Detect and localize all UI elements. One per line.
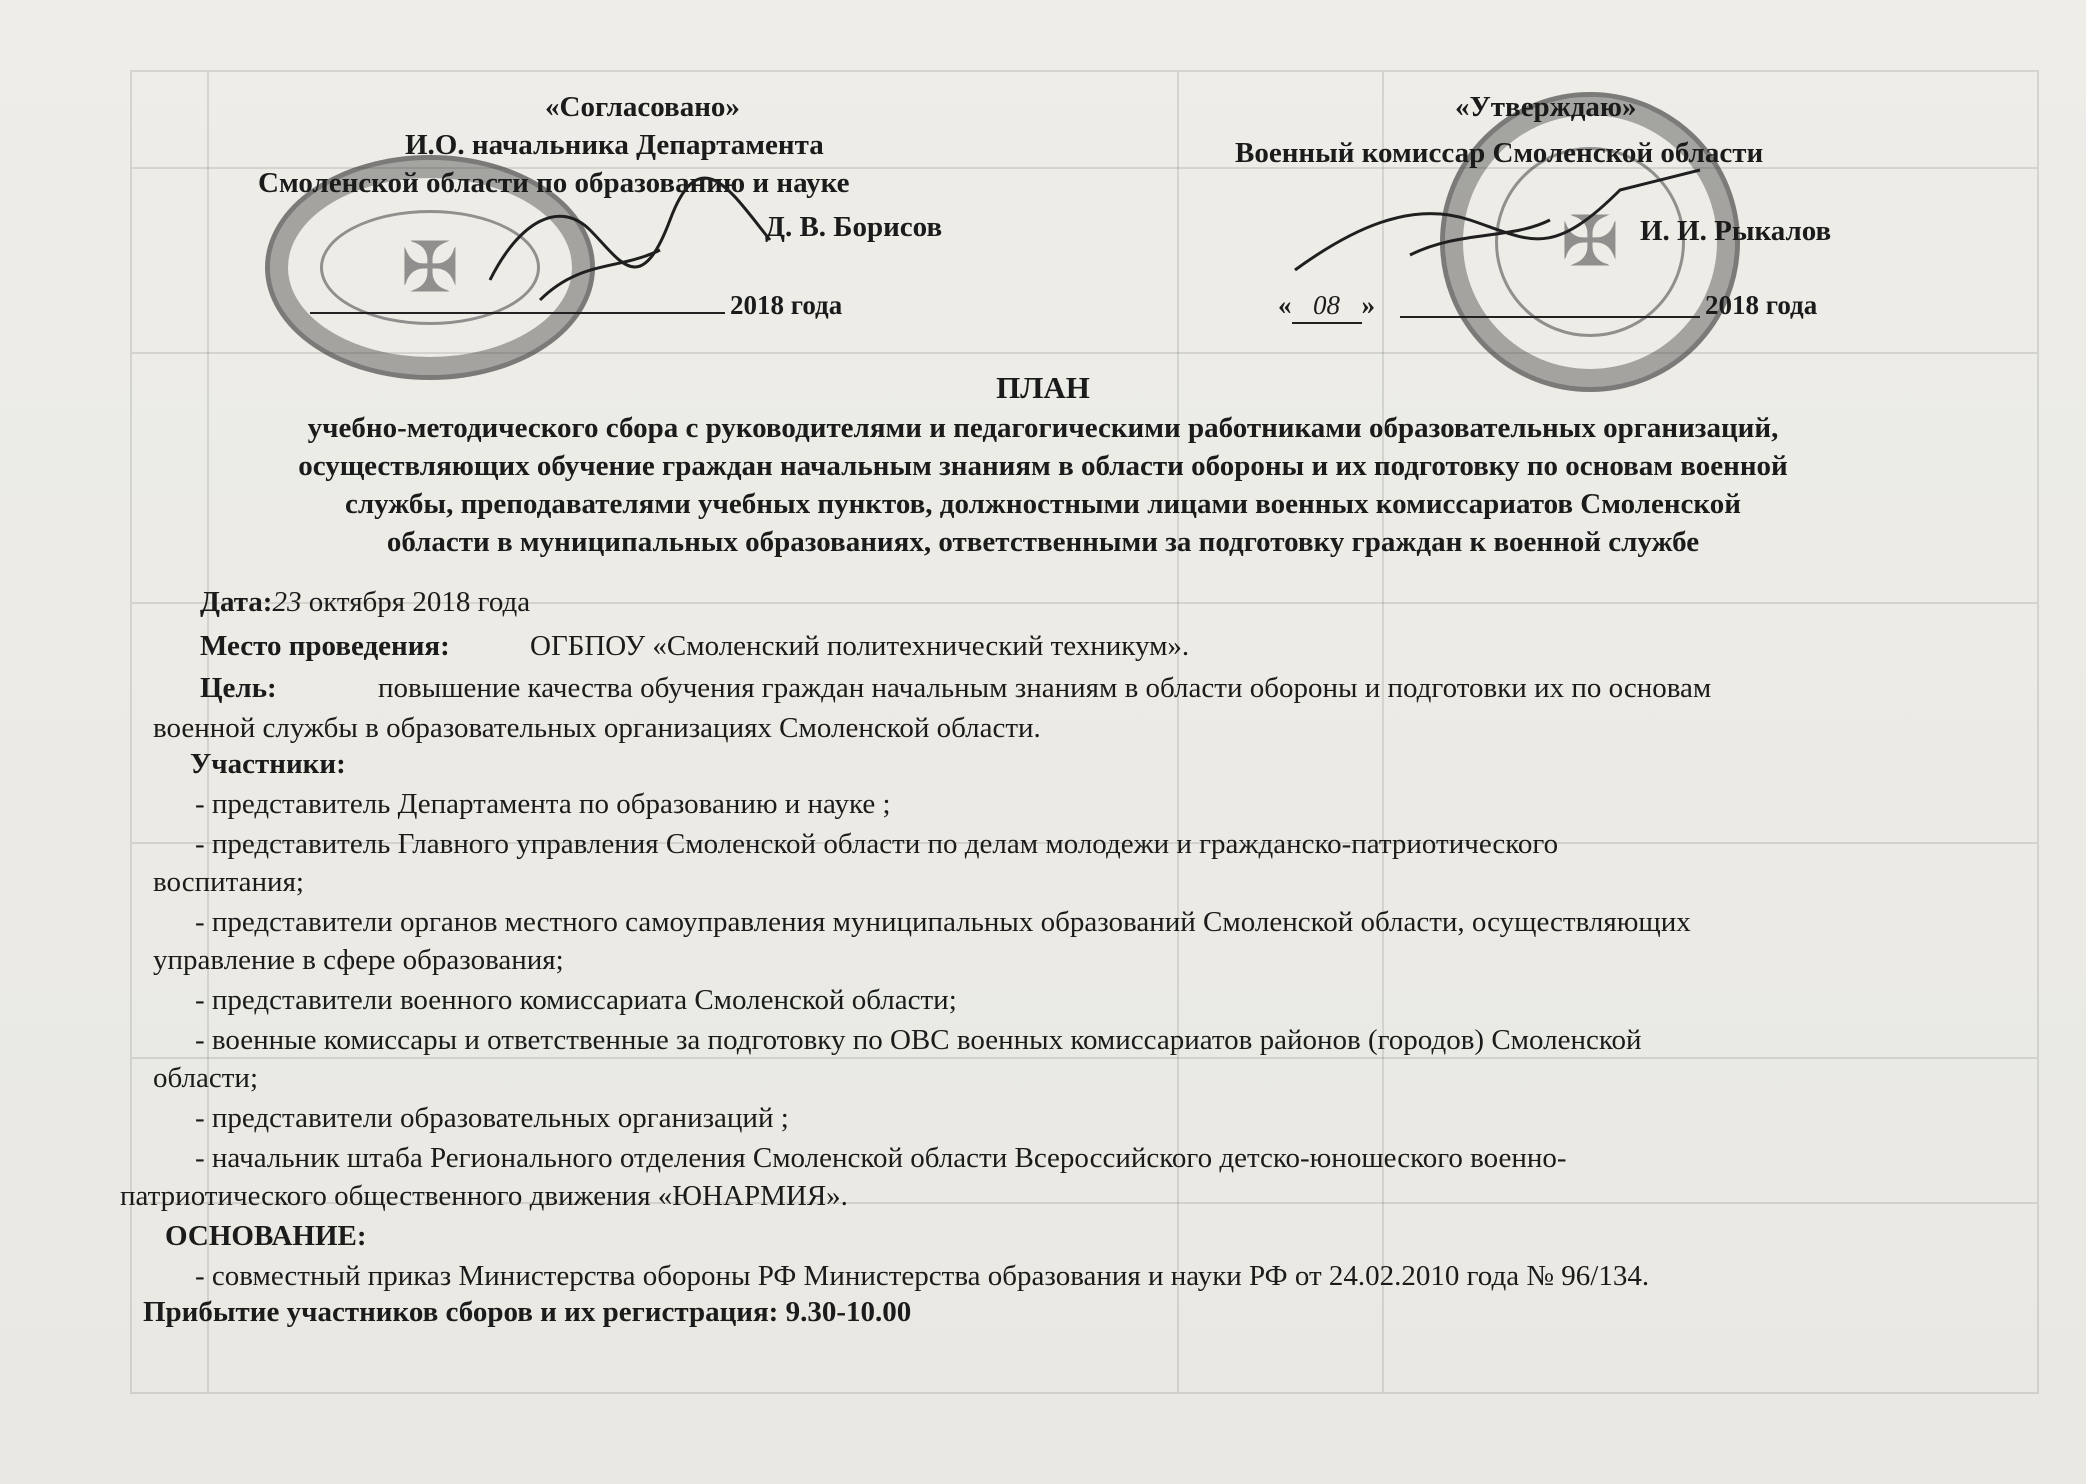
- document-subtitle-line-4: области в муниципальных образованиях, ответственными за подготовку граждан к военной службе: [386, 526, 1700, 558]
- approval-right-line1: Военный комиссар Смоленской области: [1235, 137, 1764, 169]
- goal-label: Цель:: [200, 672, 277, 704]
- signature-right: [1290, 160, 1710, 290]
- document-subtitle-line-2: осуществляющих обучение граждан начальным знаниям в области обороны и их подготовку по основам военной: [298, 450, 1788, 482]
- date-day-handwritten: 23: [272, 586, 302, 618]
- approval-right-date: 2018 года: [1705, 290, 1818, 320]
- date-value: октября 2018 года: [301, 586, 531, 618]
- place-value: ОГБПОУ «Смоленский политехнический техникум».: [530, 630, 1190, 662]
- date-line: [200, 583, 530, 621]
- participants-item: - представители органов местного самоуправления муниципальных образований Смоленской области, осуществляющих: [195, 906, 1691, 938]
- participants-item: патриотического общественного движения «ЮНАРМИЯ».: [120, 1180, 848, 1212]
- goal-value: повышение качества обучения граждан начальным знаниям в области обороны и подготовки их по основам: [378, 672, 1712, 704]
- participants-item: - представитель Главного управления Смоленской области по делам молодежи и гражданско-патриотического: [195, 828, 1559, 860]
- signature-left: [480, 160, 780, 320]
- place-label: Место проведения:: [200, 630, 450, 662]
- participants-item: - начальник штаба Регионального отделения Смоленской области Всероссийского детско-юношеского военно-: [195, 1142, 1567, 1174]
- participants-item: управление в сфере образования;: [153, 944, 564, 976]
- date-label: Дата:: [200, 586, 273, 618]
- eagle-emblem-icon: ✠: [1560, 204, 1620, 282]
- document-subtitle-line-1: учебно-методического сбора с руководителями и педагогическими работниками образовательных организаций,: [307, 412, 1779, 444]
- participants-label: Участники:: [190, 748, 346, 780]
- participants-item: - представители образовательных организаций ;: [195, 1102, 789, 1134]
- date-quote-close: »: [1361, 290, 1375, 320]
- eagle-emblem-icon: ✠: [400, 230, 460, 307]
- goal-continuation: военной службы в образовательных организациях Смоленской области.: [153, 712, 1041, 744]
- basis-label: ОСНОВАНИЕ:: [165, 1220, 367, 1252]
- approval-right-heading: «Утверждаю»: [1455, 91, 1637, 123]
- approval-left-heading: «Согласовано»: [545, 91, 740, 123]
- approval-left-line1: И.О. начальника Департамента: [405, 129, 824, 161]
- approval-left-name: Д. В. Борисов: [765, 211, 943, 243]
- approval-left-line2: Смоленской области по образованию и науке: [258, 167, 850, 199]
- approval-right-date-day: 08: [1292, 288, 1362, 324]
- approval-right-name: И. И. Рыкалов: [1640, 215, 1832, 247]
- date-quote-open: «: [1278, 290, 1292, 320]
- participants-item: - представители военного комиссариата Смоленской области;: [195, 984, 957, 1016]
- basis-line: - совместный приказ Министерства обороны РФ Министерства образования и науки РФ от 24.02.2010 года № 96/134.: [195, 1260, 1650, 1292]
- document-subtitle-line-3: службы, преподавателями учебных пунктов, должностными лицами военных комиссариатов Смоленской: [345, 488, 1741, 520]
- arrival-line: Прибытие участников сборов и их регистрация: 9.30-10.00: [143, 1296, 912, 1328]
- participants-item: - военные комиссары и ответственные за подготовку по ОВС военных комиссариатов районов (городов) Смоленской: [195, 1024, 1642, 1056]
- place-line: [200, 627, 450, 665]
- participants-item: - представитель Департамента по образованию и науке ;: [195, 788, 891, 820]
- approval-right-date-open: [1278, 288, 1375, 324]
- participants-item: воспитания;: [153, 866, 304, 898]
- participants-item: области;: [153, 1062, 258, 1094]
- approval-left-date: 2018 года: [730, 290, 843, 320]
- document-title: ПЛАН: [996, 370, 1090, 405]
